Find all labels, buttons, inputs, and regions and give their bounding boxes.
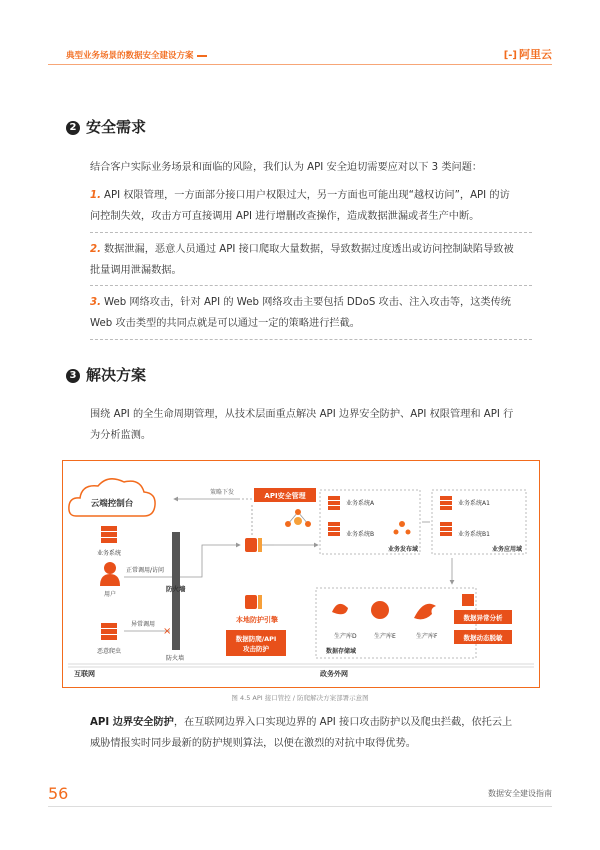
running-header [66,49,207,61]
closing-line2: 威胁情报实时同步最新的防护规则算法，以便在激烈的对抗中取得优势。 [90,738,416,749]
biz-sys-a1-label: 业务系统A1 [458,500,490,507]
firewall-label-bottom: 防火墙 [166,655,185,662]
user-label: 用户 [103,591,117,598]
section-heading-security-needs [66,116,146,137]
internet-label: 互联网 [74,670,95,678]
section-number-badge: 3 [66,369,80,383]
server-icon [440,496,452,510]
server-icon [101,526,117,543]
analysis-icon [462,594,474,606]
gateway-icon [245,595,262,609]
data-defense-line1: 数据防爬/API [235,635,277,643]
closing-paragraph [90,712,550,754]
divider [90,232,532,233]
section-intro-line1: 围绕 API 的全生命周期管理，从技术层面重点解决 API 边界安全防护、API 权限管理和 API 行 [90,409,514,420]
divider [90,285,532,286]
data-storage-domain-label: 数据存储域 [326,648,357,655]
item-number: 1. [90,190,101,201]
crawler-server-icon [101,623,117,640]
data-anomaly-label: 数据异常分析 [463,614,503,622]
database-e-icon [371,601,389,619]
item-text: Web 网络攻击，针对 API 的 Web 网络攻击主要包括 DDoS 攻击、注入攻击等，这类传统 [103,297,511,308]
list-item [90,292,540,334]
item-text-cont: 批量调用泄漏数据。 [90,265,182,276]
server-icon [328,522,340,536]
closing-bold-lead: API 边界安全防护 [90,717,174,728]
biz-sys-b-label: 业务系统B [346,531,375,538]
biz-sys-b1-label: 业务系统B1 [458,531,490,538]
db-d-label: 生产库D [334,633,357,640]
policy-push-label: 策略下发 [210,489,235,496]
header-rule [48,64,552,65]
header-accent-bar [197,55,207,57]
page-number: 56 [48,784,69,803]
item-text-cont: Web 攻击类型的共同点就是可以通过一定的策略进行拦截。 [90,318,360,329]
biz-app-domain-label: 业务应用域 [491,546,522,553]
item-text: 数据泄漏，恶意人员通过 API 接口爬取大量数据，导致数据过度透出或访问控制缺陷导致被 [103,244,514,255]
server-icon [328,496,340,510]
item-number: 3. [90,297,101,308]
gov-extranet-label: 政务外网 [320,670,348,678]
footer-book-title: 数据安全建设指南 [488,789,552,798]
running-header-title: 典型业务场景的数据安全建设方案 [66,51,194,61]
biz-system-label: 业务系统 [96,550,122,557]
cloud-console-label: 云端控制台 [90,499,134,509]
figure-caption: 图 4.5 API 接口管控 / 防爬解决方案部署示意图 [231,694,369,702]
section-title: 安全需求 [86,118,147,136]
brand-logo [504,46,552,62]
abnormal-call-label: 异常调用 [131,621,156,628]
crawler-label: 恶意爬虫 [96,648,122,655]
section-intro-line2: 为分析监测。 [90,430,152,441]
gateway-icon [245,538,262,552]
db-e-label: 生产库E [374,633,396,640]
biz-sys-a-label: 业务系统A [346,500,375,507]
logo-text: 阿里云 [519,48,552,61]
section-heading-solution [66,364,146,385]
data-defense-line2: 攻击防护 [243,645,269,653]
local-engine-label: 本地防护引擎 [236,616,278,624]
server-icon [440,522,452,536]
list-item [90,239,540,281]
item-text-cont: 问控制失效，攻击方可直接调用 API 进行增删改查操作，造成数据泄漏或者生产中断。 [90,211,480,222]
db-f-label: 生产库F [416,633,438,640]
api-security-mgmt-label: API安全管理 [264,492,306,500]
list-item [90,185,540,227]
closing-line1: ，在互联网边界入口实现边界的 API 接口攻击防护以及爬虫拦截，依托云上 [173,717,513,728]
item-text: API 权限管理，一方面部分接口用户权限过大，另一方面也可能出现“越权访问”，API 的访 [103,190,510,201]
footer-rule [48,806,552,807]
architecture-diagram [62,460,540,688]
section-number-badge: 2 [66,121,80,135]
logo-mark-icon: [-] [503,50,517,61]
normal-call-label: 正常调用/访问 [126,567,165,574]
biz-publish-domain-label: 业务发布域 [387,546,418,553]
section-intro: 结合客户实际业务场景和面临的风险，我们认为 API 安全迫切需要应对以下 3 类问题： [90,162,483,173]
divider [90,339,532,340]
section-title: 解决方案 [86,366,147,384]
item-number: 2. [90,244,101,255]
firewall-label: 防火墙 [166,585,186,593]
data-masking-label: 数据动态脱敏 [463,634,503,642]
block-x-icon: × [163,626,172,637]
